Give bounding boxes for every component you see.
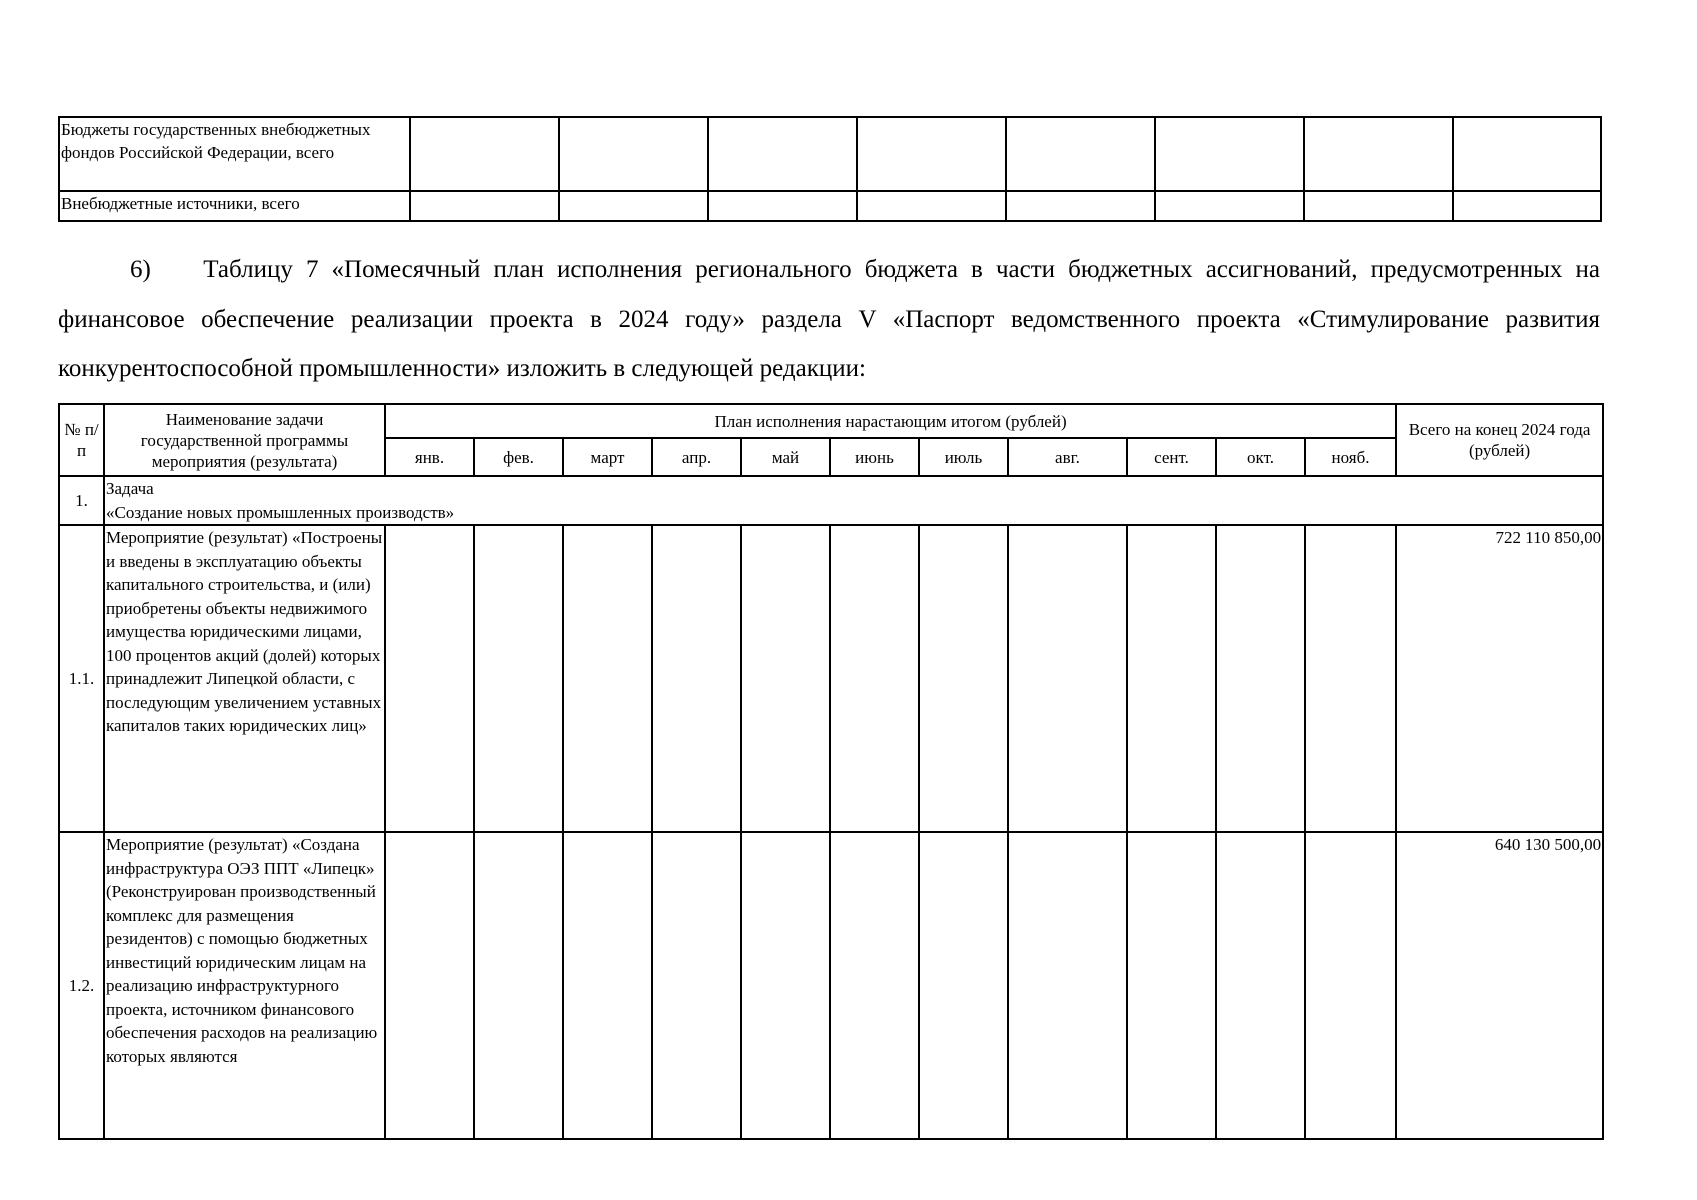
value-cell [857,117,1006,191]
month-cell [1216,832,1305,1139]
month-cell [919,525,1008,832]
row-number: 1.1. [59,525,104,832]
month-cell [1216,525,1305,832]
month-cell [919,832,1008,1139]
month-cell [1008,832,1127,1139]
value-cell [410,191,559,221]
table-row [59,832,1603,1139]
month-cell [830,525,919,832]
activity-name: Мероприятие (результат) «Создана инфраструктура ОЭЗ ППТ «Липецк» (Реконструирован производственный комплекс для размещения резидентов) с помощью бюджетных инвестиций юридическим лицам на реализацию инфраструктурного проекта, источником финансового обеспечения расходов на реализацию которых являются [104,832,385,1139]
month-header: фев. [474,438,563,476]
header-row [59,404,1603,438]
month-cell [1305,525,1396,832]
month-cell [1127,525,1216,832]
value-cell [1155,117,1304,191]
month-cell [474,832,563,1139]
row-number: 1.2. [59,832,104,1139]
total-value: 722 110 850,00 [1396,525,1603,832]
task-row [59,476,1603,525]
value-cell [1453,117,1601,191]
value-cell [1006,117,1155,191]
amendment-paragraph [58,245,1600,394]
value-cell [1155,191,1304,221]
month-header: март [563,438,652,476]
row-label: Бюджеты государственных внебюджетных фондов Российской Федерации, всего [59,117,410,191]
task-label: Задача [106,479,154,498]
item-number: 6) [130,256,151,283]
value-cell [410,117,559,191]
month-cell [385,832,474,1139]
month-cell [830,832,919,1139]
header-plan: План исполнения нарастающим итогом (рублей) [385,404,1396,438]
total-value: 640 130 500,00 [1396,832,1603,1139]
row-label: Внебюджетные источники, всего [59,191,410,221]
value-cell [1304,191,1453,221]
value-cell [1453,191,1601,221]
table-row [59,117,1601,191]
value-cell [857,191,1006,221]
task-title: «Создание новых промышленных производств» [106,502,455,522]
month-header: янв. [385,438,474,476]
month-header: авг. [1008,438,1127,476]
month-cell [652,525,741,832]
month-header: сент. [1127,438,1216,476]
value-cell [1006,191,1155,221]
value-cell [559,117,708,191]
header-name: Наименование задачи государственной программы мероприятия (результата) [104,404,385,476]
month-header: июнь [830,438,919,476]
paragraph-text: Таблицу 7 «Помесячный план исполнения регионального бюджета в части бюджетных ассигнований, предусмотренных на финансовое обеспечение реализации проекта в 2024 году» раздела V «Паспорт ведомственного проекта «Стимулирование развития конкурентоспособной промышленности» изложить в следующей редакции: [58,256,1600,382]
month-cell [563,525,652,832]
month-cell [385,525,474,832]
month-cell [1305,832,1396,1139]
month-cell [741,525,830,832]
monthly-plan-table [58,403,1604,1140]
month-cell [563,832,652,1139]
task-number: 1. [59,476,104,525]
month-cell [741,832,830,1139]
funding-sources-table [58,116,1602,222]
value-cell [1304,117,1453,191]
activity-name: Мероприятие (результат) «Построены и введены в эксплуатацию объекты капитального строительства, и (или) приобретены объекты недвижимого имущества юридическими лицами, 100 процентов акций (долей) которых принадлежит Липецкой области, с последующим увеличением уставных капиталов таких юридических лиц» [104,525,385,832]
month-header: июль [919,438,1008,476]
month-cell [1127,832,1216,1139]
month-header: май [741,438,830,476]
table-row [59,191,1601,221]
value-cell [559,191,708,221]
month-header: апр. [652,438,741,476]
header-total: Всего на конец 2024 года (рублей) [1396,404,1603,476]
value-cell [708,191,857,221]
value-cell [708,117,857,191]
month-cell [652,832,741,1139]
month-header: нояб. [1305,438,1396,476]
month-header: окт. [1216,438,1305,476]
month-cell [1008,525,1127,832]
table-row [59,525,1603,832]
header-num: № п/п [59,404,104,476]
month-cell [474,525,563,832]
task-name [104,476,1603,525]
